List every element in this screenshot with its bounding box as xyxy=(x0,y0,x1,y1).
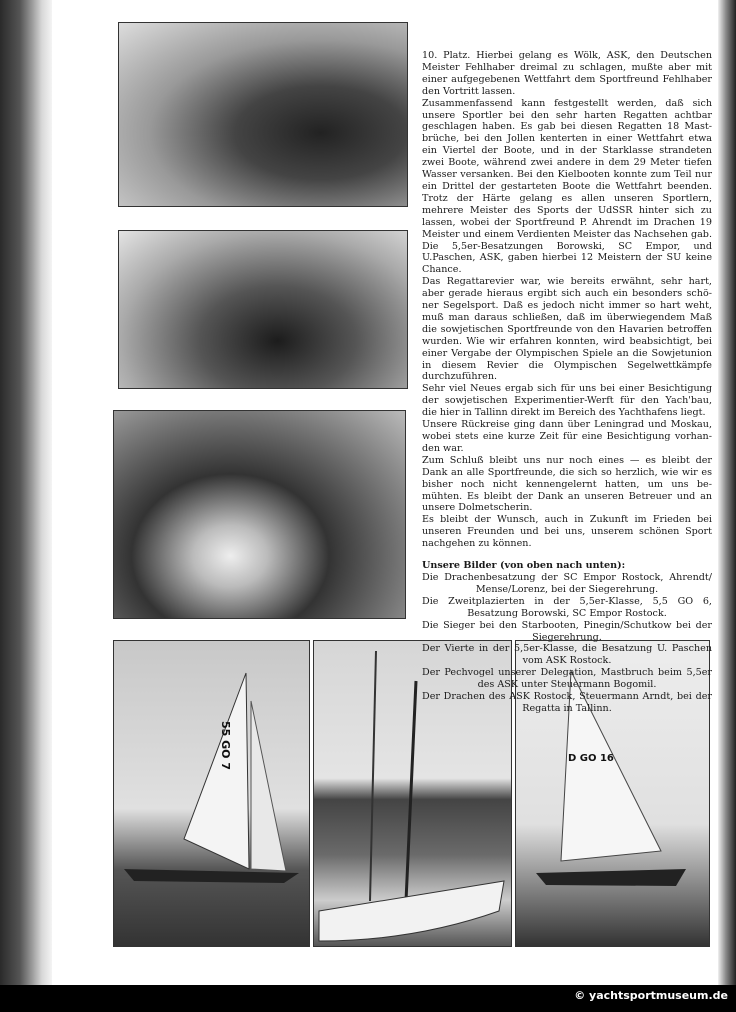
caption: Der Drachen des ASK Rostock, Steuermann Arndt, bei der Regatta in Tallinn. xyxy=(422,691,712,714)
photo-award-ceremony-3 xyxy=(113,410,406,619)
watermark: © yachtsportmuseum.de xyxy=(574,989,728,1002)
paragraph: Sehr viel Neues ergab sich für uns bei einer Besichtigung der sowjetischen Experimentier-Werft für den Yach'bau, die hier in Tallinn direkt im Bereich des Yachthafens liegt. xyxy=(422,383,712,419)
book-binding xyxy=(0,0,52,985)
paragraph: Zum Schluß bleibt uns nur noch eines — es bleibt der Dank an alle Sportfreunde, die sich so herzlich, wie wir es bisher noch nicht kennengelernt hatten, um uns bemühten. Es bleibt der Dank an unseren Betreuer und an unsere Dolmetscherin. xyxy=(422,454,712,514)
photo-award-ceremony-2 xyxy=(118,230,408,389)
caption: Der Pechvogel unserer Delegation, Mastbruch beim 5,5er des ASK unter Steuermann Bogomil. xyxy=(422,667,712,691)
paragraph: Zusammenfassend kann festgestellt werden, daß sich unsere Sportler bei den sehr harten Regatten achtbar geschlagen haben. Es gab bei diesen Regatten 18 Mastbrüche, bei den Jollen kenterten in einer Wettfahrt etwa ein Viertel der Boote, und in der Starklasse strandeten zwei Boote, während zwei andere in dem 29 Meter tiefen Wasser versanken. Bei den Kielbooten konnte zum Teil nur ein Drittel der gestarteten Boote die Wettfahrt beenden. Trotz der Härte gelang es allen unseren Sportlern, mehrere Meister des Sports der UdSSR hinter sich zu lassen, wobei der Sportfreund P. Ahrendt im Drachen 19 Meister und einem Verdienten Meister das Nachsehen gab. Die 5,5er-Besatzungen Borowski, SC Empor, und U.Paschen, ASK, gaben hierbei 12 Meistern der SU keine Chance. xyxy=(422,97,712,276)
photo-sailboat-55-go-7 xyxy=(113,640,310,947)
caption: Die Zweitplazierten in der 5,5er-Klasse, 5,5 GO 6, Besatzung Borowski, SC Empor Rostock. xyxy=(422,595,712,619)
paragraph: Es bleibt der Wunsch, auch in Zukunft im Frieden bei unseren Freunden und bei uns, unserem schönen Sport nachgehen zu können. xyxy=(422,514,712,550)
photo-award-ceremony-1 xyxy=(118,22,408,207)
caption: Die Drachenbesatzung der SC Empor Rostock, Ahrendt/ Mense/Lorenz, bei der Siegerehrung. xyxy=(422,571,712,595)
sail-number: D GO 16 xyxy=(568,753,614,764)
caption: Die Sieger bei den Starbooten, Pinegin/Schutkow bei der Siegerehrung. xyxy=(422,619,712,643)
paragraph: Das Regattarevier war, wie bereits erwähnt, sehr hart, aber gerade hieraus ergibt sich auch ein besonders schöner Segelsport. Daß es jedoch nicht immer so hart weht, muß man daraus schließen, daß im überwiegendem Maß die sowjetischen Sportfreunde von den Havarien betroffen wurden. Wie wir erfahren konnten, wird beabsichtigt, bei einer Vergabe der Olympischen Spiele an die Sowjetunion in diesem Revier die Olympischen Segelwettkämpfe durchzuführen. xyxy=(422,276,712,383)
footer-bar xyxy=(0,985,736,1012)
sail-number: 55 GO 7 xyxy=(219,721,232,771)
sailboat-illustration xyxy=(114,641,309,946)
paragraph: 10. Platz. Hierbei gelang es Wölk, ASK, den Deutschen Meister Fehlhaber dreimal zu schlagen, mußte aber mit einer aufgegebenen Wettfahrt dem Sportfreund Fehlhaber den Vortritt lassen. xyxy=(422,50,712,97)
article-text-column xyxy=(422,50,712,715)
paragraph: Unsere Rückreise ging dann über Leningrad und Moskau, wobei stets eine kurze Zeit für eine Besichtigung vorhanden war. xyxy=(422,419,712,454)
page-edge xyxy=(718,0,736,985)
captions-heading: Unsere Bilder (von oben nach unten): xyxy=(422,560,626,572)
caption: Der Vierte in der 5,5er-Klasse, die Besatzung U. Paschen vom ASK Rostock. xyxy=(422,643,712,667)
